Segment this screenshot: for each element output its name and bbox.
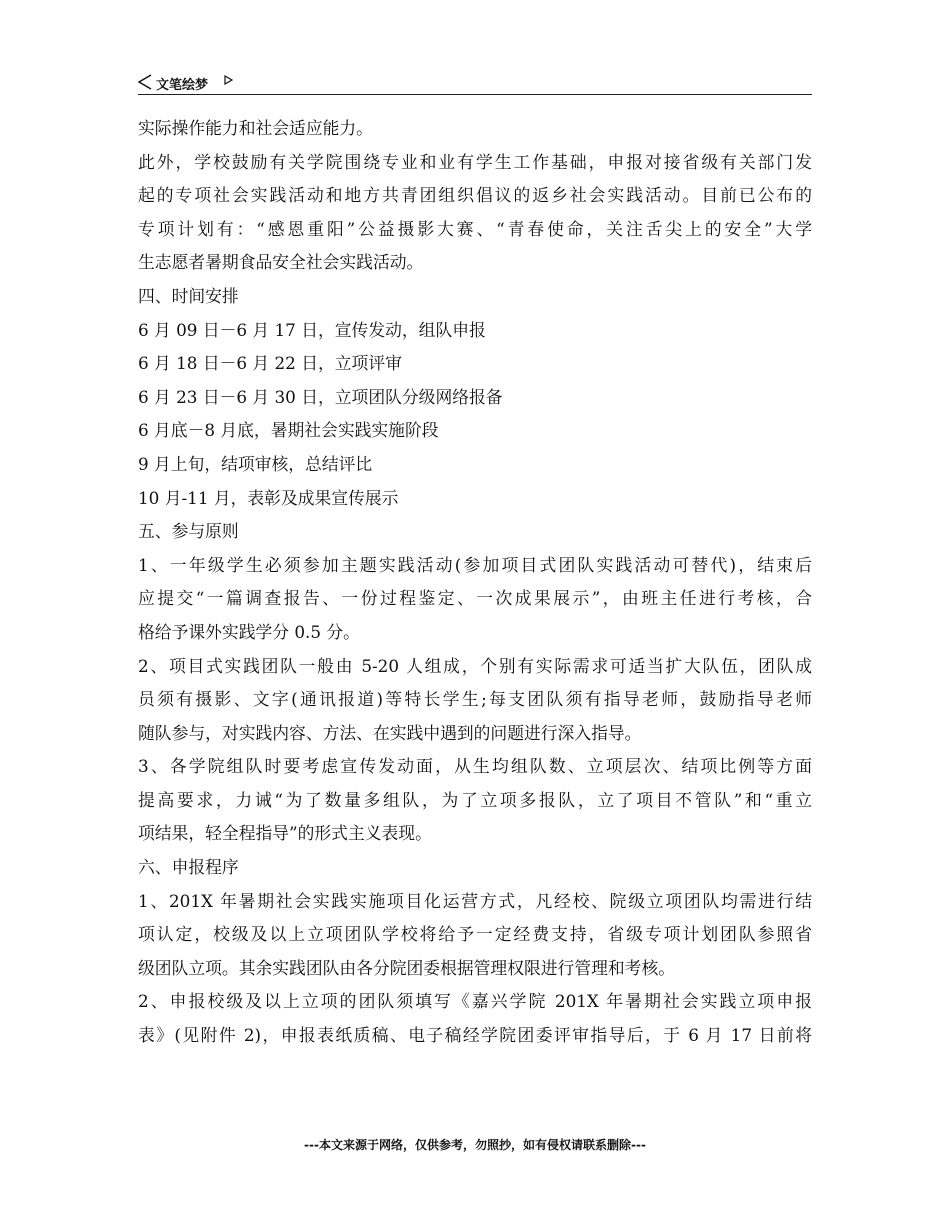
text-line: 10 月-11 月，表彰及成果宣传展示 — [138, 487, 399, 508]
text-line: 员须有摄影、文字(通讯报道)等特长学生;每支团队须有指导老师，鼓励指导老师 — [138, 689, 812, 710]
page-header — [138, 72, 812, 95]
text-line: 专项计划有：“感恩重阳”公益摄影大赛、“青春使命，关注舌尖上的安全”大学 — [138, 218, 812, 239]
text-line: 实际操作能力和社会适应能力。 — [138, 118, 373, 138]
text-line: 6 月底－8 月底，暑期社会实践实施阶段 — [138, 420, 439, 441]
text-line: 四、时间安排 — [138, 285, 239, 306]
text-line: 6 月 09 日－6 月 17 日，宣传发动，组队申报 — [138, 319, 486, 340]
text-line: 6 月 23 日－6 月 30 日，立项团队分级网络报备 — [138, 386, 503, 407]
text-line: 随队参与，对实践内容、方法、在实践中遇到的问题进行深入指导。 — [138, 722, 642, 743]
triangle-left-icon — [138, 74, 152, 90]
text-line: 应提交“一篇调查报告、一份过程鉴定、一次成果展示”，由班主任进行考核，合 — [138, 588, 812, 609]
text-line: 项认定，校级及以上立项团队学校将给予一定经费支持，省级专项计划团队参照省 — [138, 924, 812, 945]
text-line: 六、申报程序 — [138, 857, 239, 878]
text-line: 级团队立项。其余实践团队由各分院团委根据管理权限进行管理和考核。 — [138, 957, 676, 978]
text-line: 五、参与原则 — [138, 521, 239, 542]
document-body — [138, 112, 812, 1053]
triangle-right-icon — [224, 75, 233, 85]
text-line: 1、一年级学生必须参加主题实践活动(参加项目式团队实践活动可替代)，结束后 — [138, 554, 812, 575]
header-brand: 文笔绘梦 — [156, 78, 209, 93]
text-line: 格给予课外实践学分 0.5 分。 — [138, 621, 360, 642]
text-line: 1、201X 年暑期社会实践实施项目化运营方式，凡经校、院级立项团队均需进行结 — [138, 890, 812, 911]
text-line: 提高要求，力诫“为了数量多组队，为了立项多报队，立了项目不管队”和“重立 — [138, 789, 812, 810]
text-line: 6 月 18 日－6 月 22 日，立项评审 — [138, 353, 402, 374]
text-line: 生志愿者暑期食品安全社会实践活动。 — [138, 252, 424, 273]
text-line: 2、项目式实践团队一般由 5-20 人组成，个别有实际需求可适当扩大队伍，团队成 — [138, 655, 812, 676]
text-line: 2、申报校级及以上立项的团队须填写《嘉兴学院 201X 年暑期社会实践立项申报 — [138, 991, 812, 1012]
text-line: 9 月上旬，结项审核，总结评比 — [138, 453, 373, 474]
text-line: 起的专项社会实践活动和地方共青团组织倡议的返乡社会实践活动。目前已公布的 — [138, 185, 812, 206]
page-footer: ---本文来源于网络，仅供参考，勿照抄，如有侵权请联系删除--- — [304, 1138, 646, 1152]
text-line: 此外，学校鼓励有关学院围绕专业和业有学生工作基础，申报对接省级有关部门发 — [138, 151, 812, 172]
text-line: 3、各学院组队时要考虑宣传发动面，从生均组队数、立项层次、结项比例等方面 — [138, 756, 812, 777]
text-line: 项结果，轻全程指导”的形式主义表现。 — [138, 823, 432, 844]
text-line: 表》(见附件 2)，申报表纸质稿、电子稿经学院团委评审指导后，于 6 月 17 日前将 — [138, 1025, 812, 1046]
